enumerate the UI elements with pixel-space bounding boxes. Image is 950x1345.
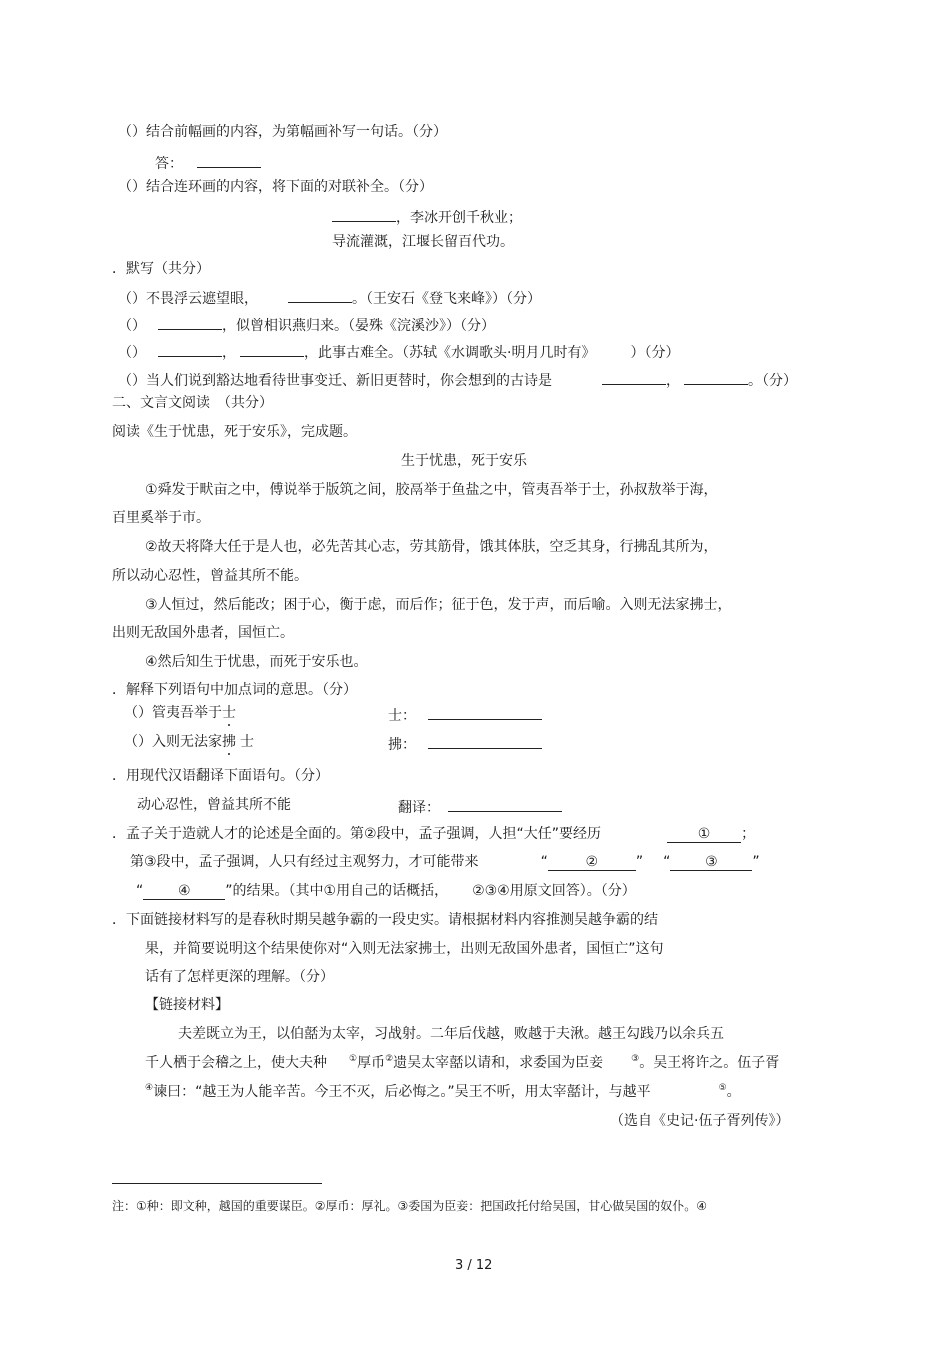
- link-material-line-1: 夫差既立为王，以伯嚭为太宰，习战射。二年后伐越，败越于夫湫。越王勾践乃以余兵五: [178, 1026, 724, 1042]
- page-number: 3 / 12: [455, 1258, 493, 1273]
- footnote-ref-1: ①: [349, 1054, 358, 1064]
- dotted-word: 拂: [222, 734, 236, 750]
- explain-blank[interactable]: [428, 704, 542, 720]
- question-wuyue-line-2: 果，并简要说明这个结果使你对“入则无法家拂士，出则无敌国外患者，国恒亡”这句: [145, 941, 664, 957]
- explain-answer-2: 拂：: [388, 733, 542, 754]
- translate-answer: 翻译：: [398, 796, 562, 817]
- dictation-blank[interactable]: [684, 369, 748, 385]
- footnote-ref-2: ②: [385, 1054, 394, 1064]
- blank-2[interactable]: ②: [548, 854, 636, 871]
- dictation-blank[interactable]: [240, 341, 304, 357]
- passage-paragraph-2-cont: 所以动心忍性，曾益其所不能。: [112, 568, 308, 584]
- question-mencius-line-1: ．孟子关于造就人才的论述是全面的。第②段中，孟子强调，人担“大任”要经历 ① ；: [112, 826, 756, 842]
- dictation-heading: ．默写（共分）: [112, 261, 210, 277]
- couplet-blank[interactable]: [332, 206, 396, 222]
- link-material-line-2: 千人栖于会稽之上，使大夫种 ①厚币②遗吴太宰嚭以请和，求委国为臣妾 ③。吴王将许之。伍子胥: [145, 1054, 780, 1071]
- answer-line: 答：: [155, 152, 261, 173]
- explain-answer-1: 士：: [388, 704, 542, 725]
- passage-title: 生于忧患，死于安乐: [401, 453, 527, 469]
- translate-sentence: 动心忍性，曾益其所不能: [137, 797, 291, 813]
- dictation-blank[interactable]: [602, 369, 666, 385]
- dictation-item-4: （）当人们说到豁达地看待世事变迁、新旧更替时，你会想到的古诗是 ， 。（分）: [118, 369, 797, 390]
- question-explain: ．解释下列语句中加点词的意思。（分）: [112, 682, 357, 698]
- question-mencius-line-3: “ ④ ”的结果。（其中①用自己的话概括， ②③④用原文回答）。（分）: [136, 883, 636, 899]
- explain-item-1: （）管夷吾举于士: [124, 705, 236, 721]
- couplet-second-line: 导流灌溉，江堰长留百代功。: [332, 234, 514, 250]
- explain-blank[interactable]: [428, 733, 542, 749]
- dictation-item-2: （） ，似曾相识燕归来。（晏殊《浣溪沙》）（分）: [118, 314, 495, 335]
- passage-paragraph-3-cont: 出则无敌国外患者，国恒亡。: [112, 625, 294, 641]
- reading-instruction: 阅读《生于忧患，死于安乐》，完成题。: [112, 424, 357, 440]
- link-material-heading: 【链接材料】: [145, 997, 229, 1013]
- couplet-first-line: ，李冰开创千秋业；: [332, 206, 522, 227]
- dictation-blank[interactable]: [158, 314, 222, 330]
- source-citation: （选自《史记·伍子胥列传》）: [610, 1113, 790, 1129]
- blank-1[interactable]: ①: [667, 826, 741, 843]
- footnote-rule: [112, 1183, 322, 1184]
- dotted-word: 士: [222, 705, 236, 721]
- footnote-ref-3: ③: [631, 1054, 640, 1064]
- dictation-blank[interactable]: [288, 287, 352, 303]
- question-couplet: （）结合连环画的内容，将下面的对联补全。（分）: [118, 179, 433, 195]
- dictation-item-3: （） ， ，此事古难全。（苏轼《水调歌头·明月几时有》 ）（分）: [118, 341, 679, 362]
- question-wuyue-line-1: ．下面链接材料写的是春秋时期吴越争霸的一段史实。请根据材料内容推测吴越争霸的结: [112, 912, 658, 928]
- question-fill-sentence: （）结合前幅画的内容，为第幅画补写一句话。（分）: [118, 124, 447, 140]
- footnote-text: 注：①种：即文种，越国的重要谋臣。②厚币：厚礼。③委国为臣妾：把国政托付给吴国，甘心做吴国的奴仆。④: [112, 1199, 708, 1213]
- passage-paragraph-3: ③人恒过，然后能改；困于心，衡于虑，而后作；征于色，发于声，而后喻。入则无法家拂士，: [145, 597, 732, 613]
- dictation-blank[interactable]: [158, 341, 222, 357]
- passage-paragraph-4: ④然后知生于忧患，而死于安乐也。: [145, 654, 368, 670]
- footnote-ref-5: ⑤: [718, 1083, 727, 1093]
- blank-3[interactable]: ③: [670, 854, 752, 871]
- link-material-line-3: ④谏曰：“越王为人能辛苦。今王不灭，后必悔之。”吴王不听，用太宰嚭计，与越平 ⑤。: [145, 1083, 741, 1100]
- section-two-title: 二、文言文阅读 （共分）: [112, 395, 273, 411]
- question-translate: ．用现代汉语翻译下面语句。（分）: [112, 768, 329, 784]
- explain-item-2: （）入则无法家拂 士: [124, 734, 254, 750]
- passage-paragraph-2: ②故天将降大任于是人也，必先苦其心志，劳其筋骨，饿其体肤，空乏其身，行拂乱其所为，: [145, 539, 718, 555]
- translate-blank[interactable]: [448, 796, 562, 812]
- blank-4[interactable]: ④: [143, 883, 225, 900]
- question-mencius-line-2: 第③段中，孟子强调，人只有经过主观努力，才可能带来 “ ② ” “ ③ ”: [130, 854, 760, 870]
- passage-paragraph-1: ①舜发于畎亩之中，傅说举于版筑之间，胶鬲举于鱼盐之中，管夷吾举于士，孙叔敖举于海，: [145, 482, 718, 498]
- answer-blank[interactable]: [197, 152, 261, 168]
- passage-paragraph-1-cont: 百里奚举于市。: [112, 510, 210, 526]
- question-wuyue-line-3: 话有了怎样更深的理解。（分）: [145, 969, 334, 985]
- dictation-item-1: （）不畏浮云遮望眼， 。（王安石《登飞来峰》）（分）: [118, 287, 541, 308]
- footnote-ref-4: ④: [145, 1083, 154, 1093]
